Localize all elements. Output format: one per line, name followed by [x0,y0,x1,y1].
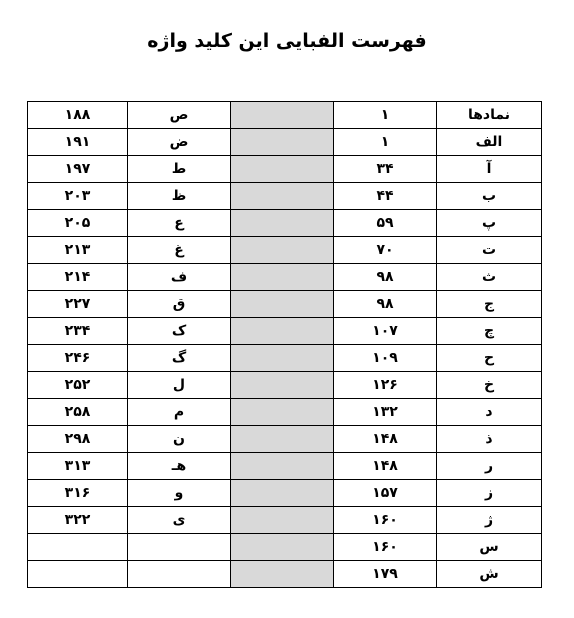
right-letter-cell: ت [437,237,542,264]
table-row [28,291,542,318]
separator-gap-cell [231,318,334,345]
left-page-number-cell: ۲۱۳ [28,237,128,264]
left-page-number-cell: ۲۰۵ [28,210,128,237]
right-page-number-cell: ۹۸ [334,264,437,291]
left-letter-cell [128,561,231,588]
alphabetical-index-table [27,101,542,588]
left-page-number-cell: ۲۲۷ [28,291,128,318]
separator-gap-cell [231,480,334,507]
left-letter-cell: ط [128,156,231,183]
left-letter-cell: ی [128,507,231,534]
left-letter-cell: م [128,399,231,426]
table-row [28,183,542,210]
page-title: فهرست الفبایی این کلید واژه [147,30,427,52]
table-row [28,129,542,156]
left-page-number-cell [28,534,128,561]
right-page-number-cell: ۳۴ [334,156,437,183]
right-page-number-cell: ۹۸ [334,291,437,318]
right-page-number-cell: ۷۰ [334,237,437,264]
right-page-number-cell: ۱۰۹ [334,345,437,372]
left-page-number-cell: ۲۱۴ [28,264,128,291]
left-page-number-cell: ۳۱۶ [28,480,128,507]
separator-gap-cell [231,102,334,129]
table-row [28,318,542,345]
left-letter-cell: ظ [128,183,231,210]
right-letter-cell: ش [437,561,542,588]
left-page-number-cell: ۱۹۷ [28,156,128,183]
left-letter-cell: ک [128,318,231,345]
right-page-number-cell: ۴۴ [334,183,437,210]
right-page-number-cell: ۱۶۰ [334,507,437,534]
left-page-number-cell: ۲۳۴ [28,318,128,345]
left-letter-cell: ل [128,372,231,399]
right-letter-cell: ر [437,453,542,480]
table-row [28,453,542,480]
right-letter-cell: ز [437,480,542,507]
right-page-number-cell: ۱۵۷ [334,480,437,507]
left-page-number-cell: ۲۰۳ [28,183,128,210]
separator-gap-cell [231,264,334,291]
right-letter-cell: آ [437,156,542,183]
right-letter-cell: الف [437,129,542,156]
left-letter-cell: هـ [128,453,231,480]
separator-gap-cell [231,372,334,399]
right-page-number-cell: ۱۷۹ [334,561,437,588]
table-row [28,345,542,372]
right-letter-cell: ث [437,264,542,291]
right-letter-cell: ب [437,183,542,210]
right-letter-cell: نمادها [437,102,542,129]
right-letter-cell: ذ [437,426,542,453]
left-page-number-cell: ۳۲۲ [28,507,128,534]
left-page-number-cell: ۲۵۲ [28,372,128,399]
right-page-number-cell: ۱۴۸ [334,426,437,453]
separator-gap-cell [231,183,334,210]
left-page-number-cell: ۱۹۱ [28,129,128,156]
table-row [28,210,542,237]
table-row [28,561,542,588]
right-letter-cell: س [437,534,542,561]
separator-gap-cell [231,291,334,318]
right-page-number-cell: ۱ [334,102,437,129]
table-row [28,102,542,129]
table-row [28,426,542,453]
left-letter-cell: ف [128,264,231,291]
right-letter-cell: ژ [437,507,542,534]
left-letter-cell: ص [128,102,231,129]
left-page-number-cell [28,561,128,588]
separator-gap-cell [231,426,334,453]
right-page-number-cell: ۵۹ [334,210,437,237]
table-row [28,372,542,399]
right-page-number-cell: ۱۶۰ [334,534,437,561]
table-row [28,534,542,561]
separator-gap-cell [231,561,334,588]
right-letter-cell: خ [437,372,542,399]
table-row [28,264,542,291]
left-letter-cell: ع [128,210,231,237]
separator-gap-cell [231,129,334,156]
separator-gap-cell [231,534,334,561]
right-letter-cell: چ [437,318,542,345]
left-letter-cell: ن [128,426,231,453]
right-page-number-cell: ۱۴۸ [334,453,437,480]
left-page-number-cell: ۱۸۸ [28,102,128,129]
right-letter-cell: ج [437,291,542,318]
table-row [28,507,542,534]
left-letter-cell: ض [128,129,231,156]
separator-gap-cell [231,345,334,372]
separator-gap-cell [231,453,334,480]
separator-gap-cell [231,399,334,426]
right-letter-cell: ح [437,345,542,372]
index-table-body [28,102,542,588]
right-page-number-cell: ۱۳۲ [334,399,437,426]
table-row [28,480,542,507]
left-letter-cell [128,534,231,561]
left-page-number-cell: ۲۹۸ [28,426,128,453]
table-row [28,156,542,183]
left-page-number-cell: ۲۵۸ [28,399,128,426]
left-letter-cell: گ [128,345,231,372]
right-page-number-cell: ۱ [334,129,437,156]
table-row [28,237,542,264]
separator-gap-cell [231,507,334,534]
left-letter-cell: و [128,480,231,507]
separator-gap-cell [231,210,334,237]
right-letter-cell: پ [437,210,542,237]
table-row [28,399,542,426]
left-page-number-cell: ۳۱۳ [28,453,128,480]
right-letter-cell: د [437,399,542,426]
left-letter-cell: ق [128,291,231,318]
left-letter-cell: غ [128,237,231,264]
separator-gap-cell [231,237,334,264]
separator-gap-cell [231,156,334,183]
left-page-number-cell: ۲۴۶ [28,345,128,372]
right-page-number-cell: ۱۲۶ [334,372,437,399]
right-page-number-cell: ۱۰۷ [334,318,437,345]
